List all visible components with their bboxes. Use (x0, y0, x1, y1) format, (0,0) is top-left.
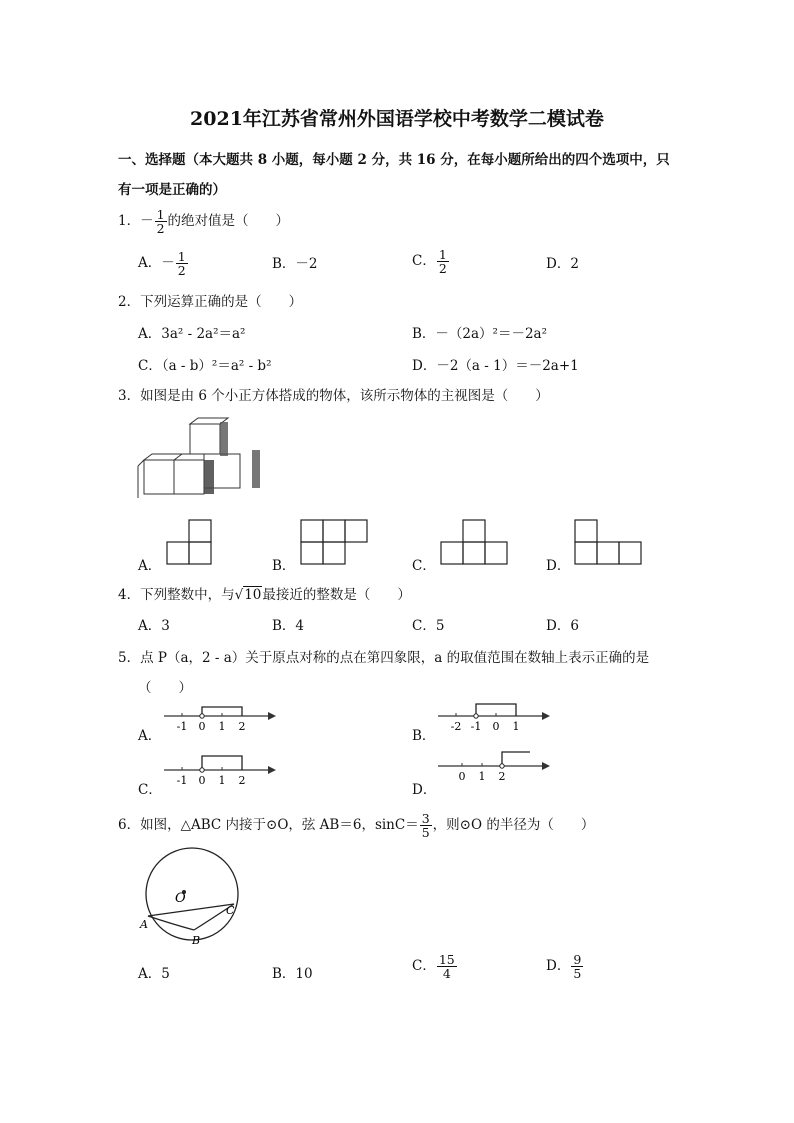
q2-option-d[interactable]: D．－2（a - 1）＝－2a+1 (412, 358, 579, 374)
q3-option-d-label[interactable]: D． (546, 558, 571, 574)
page-title: 2021年江苏省常州外国语学校中考数学二模试卷 (190, 108, 604, 130)
q5-option-a-number-line[interactable] (160, 700, 280, 736)
q4-option-c[interactable]: C．5 (412, 618, 445, 634)
section-heading-line1: 一、选择题（本大题共 8 小题，每小题 2 分，共 16 分，在每小题所给出的四个选项中，只 (118, 152, 670, 168)
axis-tick-label: 0 (458, 770, 466, 783)
shaded-side-top (220, 422, 228, 456)
q1-fraction: $\frac{1}{2}$ (156, 207, 165, 237)
endpoint (200, 714, 204, 718)
q6-fraction: $\frac{3}{5}$ (421, 811, 430, 841)
q4-option-d[interactable]: D．6 (546, 618, 579, 634)
question-5-line1: 5．点 P（a，2 - a）关于原点对称的点在第四象限，a 的取值范围在数轴上表示正确的是 (118, 650, 650, 666)
axis-tick-label: -2 (450, 720, 462, 733)
circle-triangle-figure (134, 846, 254, 950)
axis-tick-label: -1 (176, 774, 188, 787)
q5-option-a-label[interactable]: A． (138, 728, 162, 744)
axis-tick-label: 0 (198, 720, 206, 733)
axis-tick-label: -1 (470, 720, 482, 733)
axis-arrow (268, 712, 276, 720)
q2-option-b[interactable]: B．－（2a）²＝－2a² (412, 326, 548, 342)
q5-option-d-number-line[interactable] (434, 750, 554, 790)
axis-arrow (268, 766, 276, 774)
label-o: O (175, 891, 186, 906)
q3-option-c-figure[interactable] (440, 519, 510, 565)
q3-option-a-label[interactable]: A． (138, 558, 162, 574)
q1-option-b[interactable]: B．－2 (272, 256, 318, 272)
q4-option-b[interactable]: B．4 (272, 618, 305, 634)
cube-solid-figure (130, 414, 280, 504)
endpoint (474, 714, 478, 718)
question-3-stem: 3．如图是由 6 个小正方体搭成的物体，该所示物体的主视图是（ ） (118, 388, 549, 404)
question-2-stem: 2．下列运算正确的是（ ） (118, 294, 303, 310)
label-b: B (192, 934, 201, 947)
axis-tick-label: 2 (238, 774, 246, 787)
q6-option-c[interactable]: C． $\frac{15}{4}$ (412, 952, 455, 982)
q2-option-a[interactable]: A．3a² - 2a²＝a² (138, 326, 246, 342)
axis-arrow (542, 712, 550, 720)
question-6-stem: 6．如图，△ABC 内接于⊙O，弦 AB＝6，sinC＝ $\frac{3}{5}$ ，则⊙O 的半径为（ ） (118, 811, 595, 841)
endpoint (200, 768, 204, 772)
axis-tick-label: 0 (492, 720, 500, 733)
section-heading-line2: 有一项是正确的） (118, 182, 226, 198)
solution-range (502, 752, 530, 766)
q3-option-b-label[interactable]: B． (272, 558, 296, 574)
q1-option-d[interactable]: D．2 (546, 256, 579, 272)
q2-option-c[interactable]: C．（a - b）²＝a² - b² (138, 358, 272, 374)
q3-option-a-figure[interactable] (166, 519, 212, 565)
label-c: C (226, 904, 235, 917)
question-5-line2: （ ） (138, 680, 192, 696)
q4-option-a[interactable]: A．3 (138, 618, 170, 634)
axis-tick-label: 1 (218, 720, 226, 733)
q3-option-c-label[interactable]: C． (412, 558, 436, 574)
q5-option-c-label[interactable]: C． (138, 782, 162, 798)
q3-option-d-figure[interactable] (574, 519, 644, 565)
axis-tick-label: 1 (512, 720, 520, 733)
q5-option-c-number-line[interactable] (160, 754, 280, 790)
question-1-stem: 1．－ $\frac{1}{2}$ 的绝对值是（ ） (118, 207, 290, 237)
question-4-stem: 4．下列整数中，与√10最接近的整数是（ ） (118, 587, 411, 603)
axis-arrow (542, 762, 550, 770)
q6-option-b[interactable]: B．10 (272, 966, 313, 982)
q1-option-a[interactable]: A．－ $\frac{1}{2}$ (138, 249, 186, 279)
axis-tick-label: 2 (238, 720, 246, 733)
q5-option-b-number-line[interactable] (434, 700, 554, 736)
sqrt-symbol: √10 (234, 587, 262, 603)
q6-option-d[interactable]: D． $\frac{9}{5}$ (546, 952, 582, 982)
axis-tick-label: 1 (218, 774, 226, 787)
shaded-side-right (252, 450, 260, 488)
endpoint (500, 764, 504, 768)
axis-tick-label: 2 (498, 770, 506, 783)
shaded-side-mid (204, 460, 214, 494)
axis-tick-label: -1 (176, 720, 188, 733)
q6-option-a[interactable]: A．5 (138, 966, 170, 982)
axis-tick-label: 1 (478, 770, 486, 783)
q5-option-d-label[interactable]: D． (412, 782, 437, 798)
axis-tick-label: 0 (198, 774, 206, 787)
q1-option-c[interactable]: C． $\frac{1}{2}$ (412, 247, 447, 277)
label-a: A (140, 918, 148, 931)
q5-option-b-label[interactable]: B． (412, 728, 436, 744)
q3-option-b-figure[interactable] (300, 519, 370, 565)
